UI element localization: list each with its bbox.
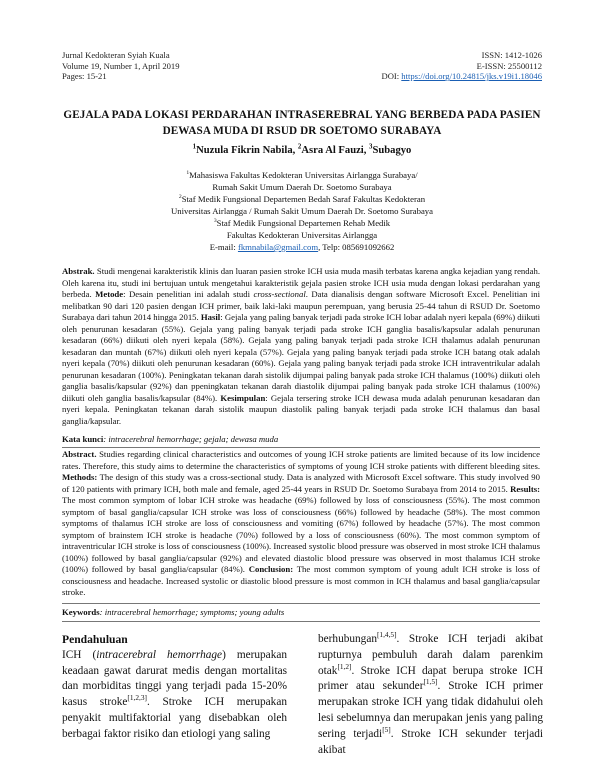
divider-bottom (62, 621, 540, 622)
keywords-label: Keywords (62, 607, 100, 617)
kata-kunci-label: Kata kunci (62, 434, 104, 444)
right-text-1: berhubungan (318, 633, 377, 645)
divider-top (62, 447, 540, 448)
intro-emphasis: intracerebral hemorrhage (96, 648, 223, 661)
title-line-2: DEWASA MUDA DI RSUD DR SOETOMO SURABAYA (162, 125, 442, 137)
doi-line (381, 71, 542, 82)
affiliation-3-line-1 (100, 217, 504, 229)
journal-volume: Volume 19, Number 1, April 2019 (62, 60, 180, 71)
doi-link[interactable]: https://doi.org/10.24815/jks.v19i1.18046 (401, 71, 542, 82)
affiliation-2-line-2: Universitas Airlangga / Rumah Sakit Umum Daerah Dr. Soetomo Surabaya (170, 206, 434, 216)
journal-header-right (381, 50, 542, 82)
right-text-3: . Stroke ICH dapat berupa stroke ICH primer atau sekunder (318, 664, 543, 693)
author-2-sup: 2 (297, 143, 302, 151)
affiliation-1-line-2: Rumah Sakit Umum Daerah Dr. Soetomo Surabaya (212, 182, 392, 192)
citation-1: [1,2,3] (127, 693, 147, 703)
metode-text-2: . Data dianalisis dengan software Microsoft Excel. Penelitian ini melibatkan 90 dari 120 pasien dengan ICH primer, baik laki-laki maupun perempuan, yang berusia 25-44 tahun di RSUD Dr. Soetomo Surabaya dari tahun 2014 hingga 2015. (62, 289, 540, 322)
email-label: E-mail: (209, 242, 238, 252)
affiliation-2-sup: 2 (178, 194, 182, 201)
right-text-4: . Stroke ICH primer merupakan stroke ICH yang tidak didahului oleh lesi sebelumnya dan merupakan jenis yang paling sering terjadi (318, 680, 543, 740)
abstract-intro: Studies regarding clinical characteristics and outcomes of young ICH stroke patients are limited because of its low incidence rates. Therefore, this study aims to determine the characteristics of symptoms of young ICH stroke patients with different bleeding sites. (62, 449, 540, 471)
title-line-1: GEJALA PADA LOKASI PERDARAHAN INTRASEREBRAL YANG BERBEDA PADA PASIEN (63, 109, 541, 121)
citation-3: [1,2] (337, 661, 352, 671)
kesimpulan-label: Kesimpulan (220, 392, 266, 403)
author-1: Nuzula Fikrin Nabila, (196, 145, 298, 156)
right-text-2: . Stroke ICH terjadi akibat rupturnya pembuluh darah dalam parenkim otak (318, 633, 543, 677)
affiliation-2-text: Staf Medik Fungsional Departemen Bedah Saraf Fakultas Kedokteran (181, 194, 426, 204)
affiliation-1-line-1 (100, 169, 504, 181)
metode-label: Metode (95, 289, 124, 299)
kata-kunci-text: : intracerebral hemorrhage; gejala; dewasa muda (103, 434, 279, 444)
abstrak-intro: Studi mengenai karakteristik klinis dan luaran pasien stroke ICH usia muda masih terbatas karena angka kejadian yang rendah. Oleh karena itu, studi ini bertujuan untuk mengetahui karakteristik gejala pasien stroke ICH usia muda dengan lokasi perdarahan yang berbeda. (62, 266, 540, 299)
journal-header-left (62, 50, 180, 82)
telephone: , Telp: 085691092662 (318, 242, 395, 252)
body-column-right (318, 632, 543, 758)
abstract-english (62, 449, 540, 599)
journal-pages: Pages: 15-21 (62, 71, 107, 82)
author-1-sup: 1 (192, 143, 197, 151)
body-column-left (62, 632, 287, 743)
keywords (62, 607, 540, 617)
author-2: Asra Al Fauzi, (301, 145, 370, 156)
author-list (62, 145, 542, 156)
journal-name: Jurnal Kedokteran Syiah Kuala (62, 50, 170, 60)
author-3-sup: 3 (369, 143, 373, 151)
email-link[interactable]: fkmnabila@gmail.com (237, 242, 319, 252)
issn: ISSN: 1412-1026 (481, 50, 542, 60)
eissn: E-ISSN: 25500112 (476, 60, 542, 71)
hasil-text: : Gejala yang paling banyak terjadi pada stroke ICH lobar adalah nyeri kepala (69%) diikuti oleh penurunan kesadaran (55%). Gejala yang paling banyak terjadi pada stroke ICH ganglia basalis/kapsular adalah penurunan kesadaran (66%) diikuti oleh nyeri kepala (58%). Gejala yang paling banyak terjadi pada stroke ICH thalamus adalah penurunan kesadaran dan muntah (67%) diikuti oleh nyeri kepala (57%). Gejala yang paling banyak terjadi pada stroke ICH batang otak adalah nyeri kepala (70%) diikuti oleh penurunan kesadaran (60%). Gejala yang paling banyak terjadi pada stroke ICH intraventrikular adalah penurunan kesadaran (100%). Peningkatan tekanan darah sistolik dijumpai paling banyak pada stroke ICH thalamus (100%) diikuti oleh ganglia basalis/kapsular (92%) dan ppeningkatan tekanan darah diastolik dijumpai paling banyak pada stroke ICH thalamus (100%) diikuti oleh ganglia basalis/kapsular (84%). (62, 312, 540, 403)
right-text-5: . Stroke ICH sekunder terjadi akibat (318, 727, 543, 756)
citation-5: [5] (382, 725, 391, 735)
abstrak-indonesian (62, 266, 540, 427)
results-label: Results: (510, 483, 540, 494)
intro-text-3: . Stroke ICH merupakan penyakit multifaktorial yang disebabkan oleh berbagai faktor risiko dan etiologi yang saling (62, 696, 287, 740)
affiliations (100, 169, 504, 253)
affiliation-3-text: Staf Medik Fungsional Departemen Rehab Medik (216, 218, 391, 228)
intro-text-1: ICH ( (62, 648, 97, 661)
kata-kunci (62, 434, 540, 444)
kesimpulan-text: : Gejala tersering stroke ICH dewasa muda adalah penurunan kesadaran dan nyeri kepala. Peningkatan tekanan darah sistolik maupun diastolik paling banyak terjadi pada stroke ICH thalamus dan basal ganglia/kapsular. (62, 392, 540, 426)
divider-middle (62, 603, 540, 604)
section-heading-pendahuluan: Pendahuluan (62, 633, 128, 646)
metode-emphasis: cross-sectional (253, 289, 306, 299)
author-3: Subagyo (372, 145, 412, 156)
affiliation-1-sup: 1 (186, 170, 190, 177)
affiliation-2-line-1 (100, 193, 504, 205)
affiliation-3-sup: 3 (213, 218, 217, 225)
conclusion-label: Conclusion: (248, 564, 294, 574)
doi-label: DOI: (381, 71, 402, 82)
citation-4: [1,5] (423, 677, 438, 687)
affiliation-1-text: Mahasiswa Fakultas Kedokteran Universitas Airlangga Surabaya/ (189, 170, 418, 180)
intro-text-2: ) merupakan keadaan gawat darurat medis dengan mortalitas dan morbiditas tinggi yang terjadi pada 15-20% kasus stroke (62, 648, 288, 709)
conclusion-text: The most common symptom of young adult ICH stroke is loss of consciousness and headache. Increased systolic or diastolic blood pressure is most common in ICH thalamus and basal ganglia/capsular stroke. (62, 564, 540, 597)
hasil-label: Hasil (200, 312, 221, 322)
metode-text: : Desain penelitian ini adalah studi (123, 289, 254, 299)
keywords-text: : intracerebral hemorrhage; symptoms; young adults (99, 607, 285, 617)
abstract-label: Abstract. (62, 449, 97, 459)
abstrak-label: Abstrak. (62, 266, 95, 276)
affiliation-3-line-2: Fakultas Kedokteran Universitas Airlangga (226, 230, 378, 240)
contact-line (100, 241, 504, 253)
methods-text: The design of this study was a cross-sectional study. Data is analyzed with Microsoft Excel software. This study involved 90 of 120 patients with primary ICH, both male and female, aged 25-44 years in RSUD Dr. Soetomo Surabaya from 2014 to 2015. (62, 472, 540, 494)
paper-title (62, 107, 542, 139)
methods-label: Methods: (62, 472, 98, 482)
results-text: The most common symptom of lobar ICH stroke was headache (69%) followed by loss of consciousness (55%). The most common symptom of basal ganglia/capsular ICH stroke was loss of consciousness (66%) followed by headache (58%). The most common symptoms of thalamus ICH stroke are loss of consciousness and vomiting (67%) followed by headache (57%). The most common symptom of brainstem ICH stroke is headache (70%) followed by a loss of consciousness (60%). The most common symptom of intraventricular ICH stroke is loss of consciousness (100%). Increased systolic blood pressure was observed in most stroke ICH thalamus (100%) followed by basal ganglia/capsular (92%) and elevated diastolic blood pressure was observed in most thalamus ICH stroke (100%) followed by basal ganglia/capsular (84%). (62, 495, 540, 574)
citation-2: [1,4,5] (376, 630, 397, 640)
